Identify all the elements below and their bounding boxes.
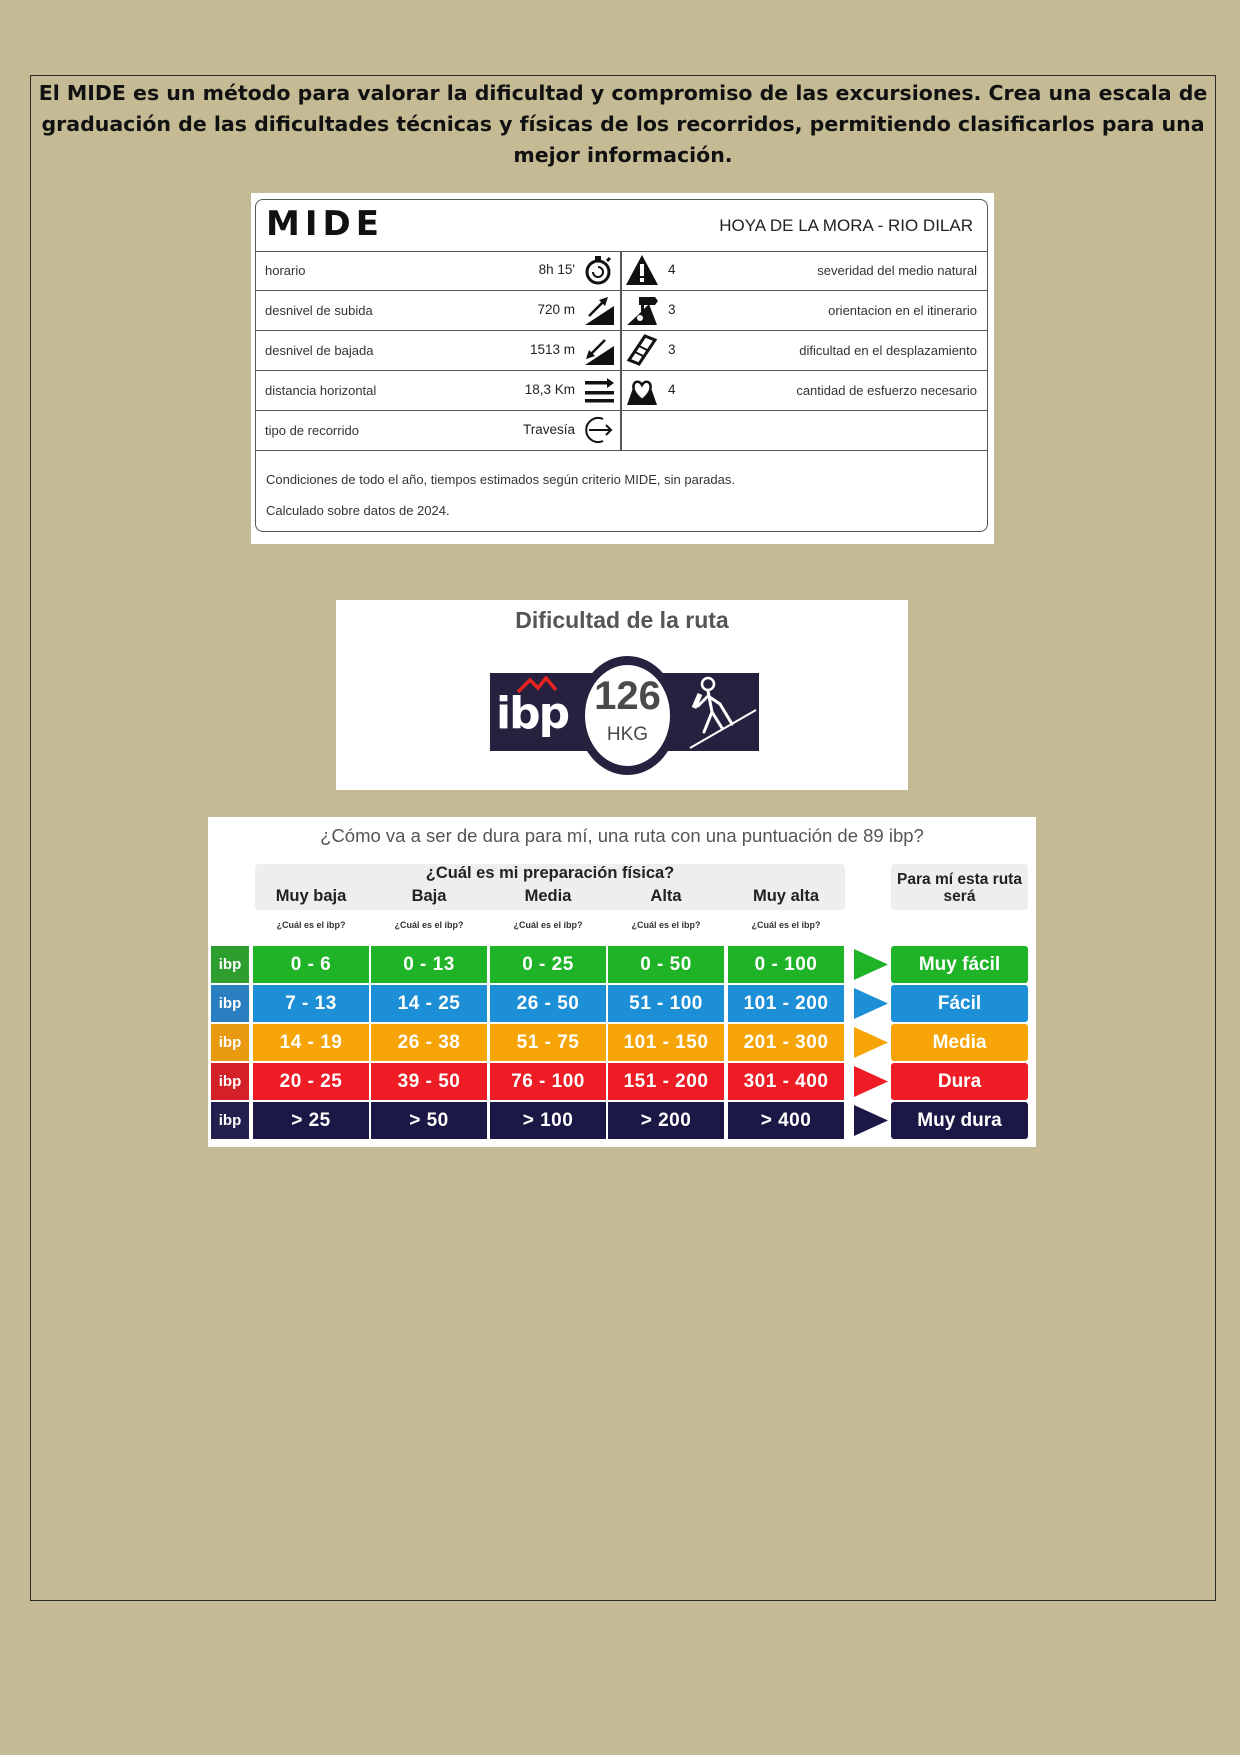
mide-row bbox=[256, 411, 987, 451]
result-cell: Dura bbox=[891, 1063, 1028, 1100]
mide-score: 3 bbox=[668, 342, 676, 357]
mide-card bbox=[251, 193, 994, 544]
mide-score: 3 bbox=[668, 302, 676, 317]
intro-text: El MIDE es un método para valorar la dificultad y compromiso de las excursiones. Crea una escala de graduación de las dificultades técnicas y físicas de los recorridos, permitiendo clasificarlos para una mejor información. bbox=[38, 81, 1208, 167]
ibp-range-cell: 7 - 13 bbox=[253, 985, 369, 1022]
mide-table bbox=[255, 199, 988, 532]
result-cell: Media bbox=[891, 1024, 1028, 1061]
ibp-badge bbox=[336, 600, 908, 790]
level-label: Muy baja bbox=[275, 887, 347, 905]
arrow-right-icon bbox=[852, 1025, 890, 1060]
ibp-range-cell: 0 - 50 bbox=[608, 946, 724, 983]
ibp-range-cell: 14 - 25 bbox=[371, 985, 487, 1022]
mide-score-label: orientacion en el itinerario bbox=[828, 303, 977, 318]
ibp-question-label: ¿Cuál es el ibp? bbox=[751, 920, 821, 930]
table-row bbox=[208, 946, 1036, 983]
ibp-range-cell: 0 - 25 bbox=[490, 946, 606, 983]
mide-row bbox=[256, 291, 987, 331]
mide-row-label: distancia horizontal bbox=[265, 383, 377, 398]
ibp-row-tag: ibp bbox=[211, 985, 249, 1022]
mide-route-name: HOYA DE LA MORA - RIO DILAR bbox=[719, 216, 973, 235]
ibp-question-label: ¿Cuál es el ibp? bbox=[513, 920, 583, 930]
table-question: ¿Cómo va a ser de dura para mí, una ruta con una puntuación de 89 ibp? bbox=[320, 825, 924, 846]
route-type-exit-icon bbox=[583, 414, 615, 446]
level-label: Media bbox=[524, 887, 572, 905]
table-header: ¿Cuál es mi preparación física? bbox=[425, 864, 675, 882]
level-label: Muy alta bbox=[752, 887, 820, 905]
ibp-range-cell: > 50 bbox=[371, 1102, 487, 1139]
mide-row-value: 720 m bbox=[537, 302, 575, 317]
stopwatch-icon bbox=[583, 254, 615, 286]
table-row bbox=[208, 1024, 1036, 1061]
mide-note: Condiciones de todo el año, tiempos estimados según criterio MIDE, sin paradas. bbox=[266, 472, 735, 487]
mide-score-label: cantidad de esfuerzo necesario bbox=[796, 383, 977, 398]
ascent-slope-icon bbox=[583, 294, 615, 326]
ibp-row-tag: ibp bbox=[211, 1024, 249, 1061]
ibp-range-cell: > 100 bbox=[490, 1102, 606, 1139]
ibp-range-cell: 51 - 100 bbox=[608, 985, 724, 1022]
ibp-range-cell: > 200 bbox=[608, 1102, 724, 1139]
mide-row-label: horario bbox=[265, 263, 306, 278]
ibp-logo: ibp bbox=[496, 688, 569, 739]
mide-row-value: 8h 15' bbox=[538, 262, 575, 277]
table-row bbox=[208, 985, 1036, 1022]
mide-row bbox=[256, 371, 987, 411]
ibp-range-cell: 26 - 38 bbox=[371, 1024, 487, 1061]
mide-row-value: 18,3 Km bbox=[524, 382, 575, 397]
boot-icon bbox=[625, 334, 659, 366]
ibp-row-tag: ibp bbox=[211, 1063, 249, 1100]
warning-triangle-icon bbox=[625, 254, 659, 286]
ibp-question-label: ¿Cuál es el ibp? bbox=[394, 920, 464, 930]
ibp-row-tag: ibp bbox=[211, 946, 249, 983]
mide-row-label: desnivel de bajada bbox=[265, 343, 374, 358]
ibp-row-tag: ibp bbox=[211, 1102, 249, 1139]
descent-slope-icon bbox=[583, 334, 615, 366]
ibp-unit: HKG bbox=[606, 724, 649, 745]
horizontal-distance-icon bbox=[583, 374, 615, 406]
ibp-question-label: ¿Cuál es el ibp? bbox=[631, 920, 701, 930]
ibp-range-cell: 39 - 50 bbox=[371, 1063, 487, 1100]
mide-score-label: severidad del medio natural bbox=[817, 263, 977, 278]
ibp-range-cell: 151 - 200 bbox=[608, 1063, 724, 1100]
arrow-right-icon bbox=[852, 1103, 890, 1138]
mide-score: 4 bbox=[668, 382, 676, 397]
ibp-range-cell: > 25 bbox=[253, 1102, 369, 1139]
level-label: Baja bbox=[411, 887, 447, 905]
ibp-range-cell: 26 - 50 bbox=[490, 985, 606, 1022]
ibp-range-cell: 201 - 300 bbox=[728, 1024, 844, 1061]
mide-score-label: dificultad en el desplazamiento bbox=[799, 343, 977, 358]
mide-row-label: desnivel de subida bbox=[265, 303, 373, 318]
ibp-range-cell: 14 - 19 bbox=[253, 1024, 369, 1061]
orientation-signpost-icon bbox=[625, 294, 659, 326]
table-row bbox=[208, 1102, 1036, 1139]
arrow-right-icon bbox=[852, 986, 890, 1021]
hiker-icon bbox=[686, 674, 758, 750]
mide-logo: MIDE bbox=[266, 204, 384, 244]
result-cell: Fácil bbox=[891, 985, 1028, 1022]
level-label: Alta bbox=[650, 887, 682, 905]
mide-row bbox=[256, 331, 987, 371]
result-cell: Muy fácil bbox=[891, 946, 1028, 983]
ibp-range-cell: 101 - 150 bbox=[608, 1024, 724, 1061]
ibp-score: 126 bbox=[594, 674, 661, 718]
mide-row-label: tipo de recorrido bbox=[265, 423, 359, 438]
mide-row-value: 1513 m bbox=[529, 342, 575, 357]
effort-heart-icon bbox=[625, 374, 659, 406]
mide-row-value: Travesía bbox=[522, 422, 575, 437]
ibp-range-cell: > 400 bbox=[728, 1102, 844, 1139]
mide-header bbox=[256, 200, 987, 252]
ibp-range-cell: 0 - 100 bbox=[728, 946, 844, 983]
mide-note: Calculado sobre datos de 2024. bbox=[266, 503, 450, 518]
ibp-question-label: ¿Cuál es el ibp? bbox=[276, 920, 346, 930]
ibp-range-cell: 0 - 6 bbox=[253, 946, 369, 983]
arrow-right-icon bbox=[852, 1064, 890, 1099]
ibp-range-cell: 301 - 400 bbox=[728, 1063, 844, 1100]
result-cell: Muy dura bbox=[891, 1102, 1028, 1139]
ibp-range-cell: 101 - 200 bbox=[728, 985, 844, 1022]
ibp-range-cell: 76 - 100 bbox=[490, 1063, 606, 1100]
ibp-range-cell: 0 - 13 bbox=[371, 946, 487, 983]
ibp-range-cell: 20 - 25 bbox=[253, 1063, 369, 1100]
arrow-right-icon bbox=[852, 947, 890, 982]
mide-row bbox=[256, 251, 987, 291]
ibp-range-cell: 51 - 75 bbox=[490, 1024, 606, 1061]
result-header: Para mí esta ruta será bbox=[897, 871, 1022, 905]
table-row bbox=[208, 1063, 1036, 1100]
difficulty-table bbox=[208, 817, 1036, 1147]
ibp-title: Dificultad de la ruta bbox=[515, 607, 729, 633]
mide-score: 4 bbox=[668, 262, 676, 277]
